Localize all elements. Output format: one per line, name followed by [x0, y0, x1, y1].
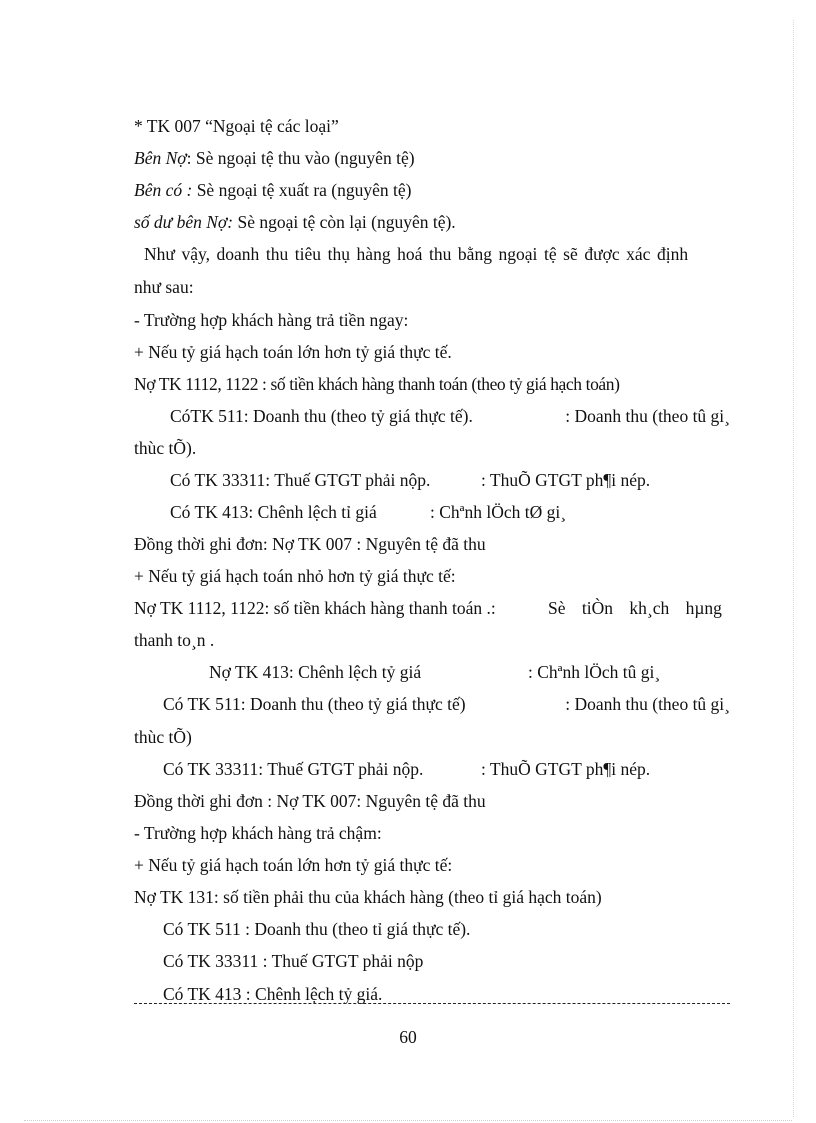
- line-no-tk-1112-b: Nợ TK 1112, 1122: số tiền khách hàng thanh toán .:: [134, 598, 496, 618]
- line-co-tk-33311-b: Có TK 33311: Thuế GTGT phải nộp.: [163, 759, 424, 779]
- line-co-tk-511-a: CóTK 511: Doanh thu (theo tỷ giá thực tế).: [170, 406, 473, 426]
- page-number: 60: [399, 1027, 417, 1047]
- line-ghi-don-a: Đồng thời ghi đơn: Nợ TK 007 : Nguyên tệ đã thu: [134, 534, 486, 554]
- so-tien-khach-hang-text: Sè tiÒn kh¸ch hµng: [548, 598, 722, 618]
- line-co-tk-33311-b-right: : ThuÕ GTGT ph¶i nép.: [481, 759, 651, 779]
- line-nhu-sau: như sau:: [134, 277, 194, 297]
- line-co-tk-33311-a: Có TK 33311: Thuế GTGT phải nộp.: [170, 470, 431, 490]
- line-case-lon-hon-1: + Nếu tỷ giá hạch toán lớn hơn tỷ giá thực tế.: [134, 342, 452, 362]
- line-thuc-te-b: thùc tÕ): [134, 727, 192, 747]
- label-so-du: số dư bên Nợ:: [134, 212, 234, 232]
- footer-dashed-rule: [134, 1003, 730, 1004]
- line-no-tk-131: Nợ TK 131: số tiền phải thu của khách hàng (theo tỉ giá hạch toán): [134, 887, 602, 907]
- paragraph-intro-text: Như vậy, doanh thu tiêu thụ hàng hoá thu bằng ngoại tệ sẽ được xác định: [144, 244, 689, 264]
- line-co-tk-511-b-right: : Doanh thu (theo tû gi¸: [565, 694, 730, 714]
- line-ben-no: [134, 147, 415, 169]
- line-co-tk-413-a-right: : Chªnh lÖch tØ gi¸: [430, 502, 567, 522]
- line-ben-co: [134, 179, 411, 201]
- line-co-tk-511-b: Có TK 511: Doanh thu (theo tỷ giá thực tế): [163, 694, 466, 714]
- text-ben-co: Sè ngoại tệ xuất ra (nguyên tệ): [192, 180, 412, 200]
- line-paragraph-intro: [144, 243, 730, 265]
- line-co-tk-33311-a-right: : ThuÕ GTGT ph¶i nép.: [481, 470, 651, 490]
- line-co-tk-413-a: Có TK 413: Chênh lệch tỉ giá: [170, 502, 377, 522]
- text-so-du: Sè ngoại tệ còn lại (nguyên tệ).: [233, 212, 456, 232]
- line-co-tk-511-c: Có TK 511 : Doanh thu (theo tỉ giá thực tế).: [163, 919, 471, 939]
- line-tra-tien-ngay: - Trường hợp khách hàng trả tiền ngay:: [134, 310, 409, 330]
- line-tra-cham: - Trường hợp khách hàng trả chậm:: [134, 823, 382, 843]
- line-tk007-heading: * TK 007 “Ngoại tệ các loại”: [134, 116, 339, 136]
- line-thanh-toan-b: thanh to¸n .: [134, 630, 215, 650]
- line-ghi-don-b: Đồng thời ghi đơn : Nợ TK 007: Nguyên tệ đã thu: [134, 791, 486, 811]
- line-co-tk-33311-c: Có TK 33311 : Thuế GTGT phải nộp: [163, 951, 424, 971]
- line-no-tk-1112-a: Nợ TK 1112, 1122 : số tiền khách hàng thanh toán (theo tỷ giá hạch toán): [134, 374, 620, 394]
- line-no-tk-413-b: Nợ TK 413: Chênh lệch tỷ giá: [209, 662, 422, 682]
- text-ben-no: : Sè ngoại tệ thu vào (nguyên tệ): [186, 148, 415, 168]
- line-no-tk-1112-b-right: [548, 597, 730, 619]
- line-so-du: [134, 211, 456, 233]
- label-ben-no: Bên Nợ: [134, 148, 187, 168]
- line-no-tk-413-b-right: : Chªnh lÖch tû gi¸: [528, 662, 661, 682]
- page-edge-bottom: [24, 1120, 792, 1121]
- line-case-nho-hon: + Nếu tỷ giá hạch toán nhỏ hơn tỷ giá thực tế:: [134, 566, 456, 586]
- page-edge-right: [793, 20, 794, 1117]
- line-case-lon-hon-2: + Nếu tỷ giá hạch toán lớn hơn tỷ giá thực tế:: [134, 855, 453, 875]
- line-co-tk-511-a-right: : Doanh thu (theo tû gi¸: [565, 406, 730, 426]
- label-ben-co: Bên có :: [134, 180, 193, 200]
- line-co-tk-413-c: Có TK 413 : Chênh lệch tỷ giá.: [163, 984, 383, 1004]
- line-thuc-te-a: thùc tÕ).: [134, 438, 197, 458]
